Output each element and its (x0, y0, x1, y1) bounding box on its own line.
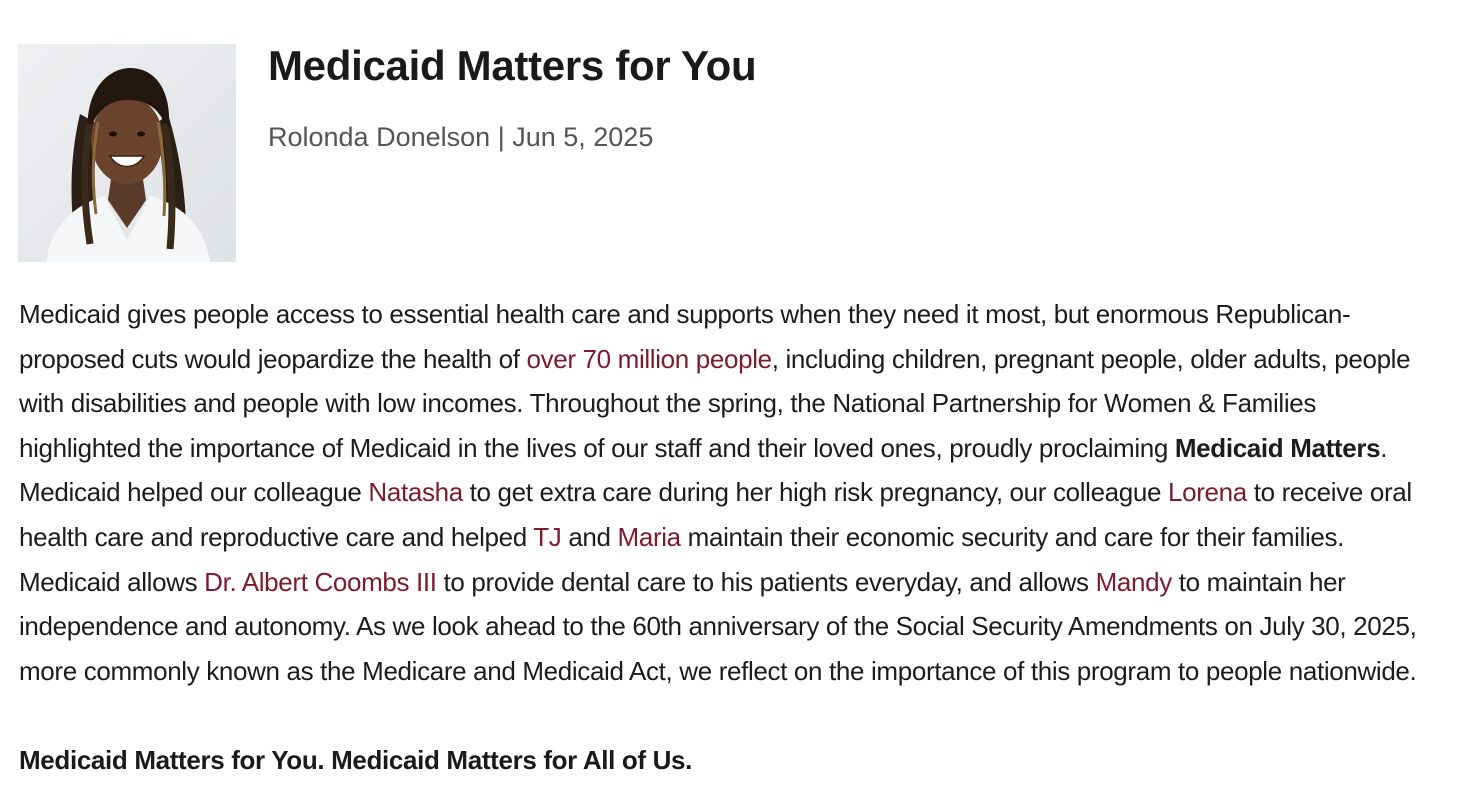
body-text-segment: Medicaid gives people access to essential health care and supports when they need it most, but enormous Republican-proposed cuts would jeopardize the health of (19, 299, 1351, 374)
link-lorena[interactable]: Lorena (1168, 477, 1247, 508)
link-maria[interactable]: Maria (617, 521, 681, 552)
bold-medicaid-matters: Medicaid Matters (1174, 432, 1381, 463)
body-text-segment: , including children, pregnant people, older adults, people with disabilities and people with low incomes. Throughout the spring, the National Partnership for Women & Families highlighted the importance of Medicaid in the lives of our staff and their loved ones, proudly proclaiming (19, 343, 1411, 463)
body-text-segment: to provide dental care to his patients everyday, and allows (436, 566, 1096, 597)
link-natasha[interactable]: Natasha (368, 477, 463, 508)
author-name: Rolonda Donelson (268, 122, 491, 152)
author-photo (18, 44, 236, 262)
article-title: Medicaid Matters for You (268, 42, 757, 89)
body-text-segment: and (561, 521, 618, 552)
body-text-segment: to get extra care during her high risk pregnancy, our colleague (462, 477, 1168, 508)
article-body-paragraph (19, 292, 1439, 693)
closing-statement: Medicaid Matters for You. Medicaid Matters for All of Us. (19, 745, 693, 775)
link-dr-albert-coombs-iii[interactable]: Dr. Albert Coombs III (204, 566, 437, 597)
body-text-segment: . Medicaid helped our colleague (19, 432, 1388, 508)
article-header (268, 40, 756, 154)
byline (268, 120, 756, 154)
link-mandy[interactable]: Mandy (1095, 566, 1172, 597)
body-text-segment: to maintain her independence and autonomy. As we look ahead to the 60th anniversary of the Social Security Amendments on July 30, 2025, more commonly known as the Medicare and Medicaid Act, we reflect on the importance of this program to people nationwide. (19, 566, 1417, 686)
byline-separator: | (497, 122, 505, 152)
publish-date: Jun 5, 2025 (512, 122, 654, 152)
link-tj[interactable]: TJ (533, 521, 562, 552)
link-over-70-million-people[interactable]: over 70 million people (526, 343, 772, 374)
body-text-segment: maintain their economic security and care for their families. Medicaid allows (19, 521, 1345, 597)
body-text-segment: to receive oral health care and reproductive care and helped (19, 477, 1412, 552)
author-photo-image (18, 44, 236, 262)
